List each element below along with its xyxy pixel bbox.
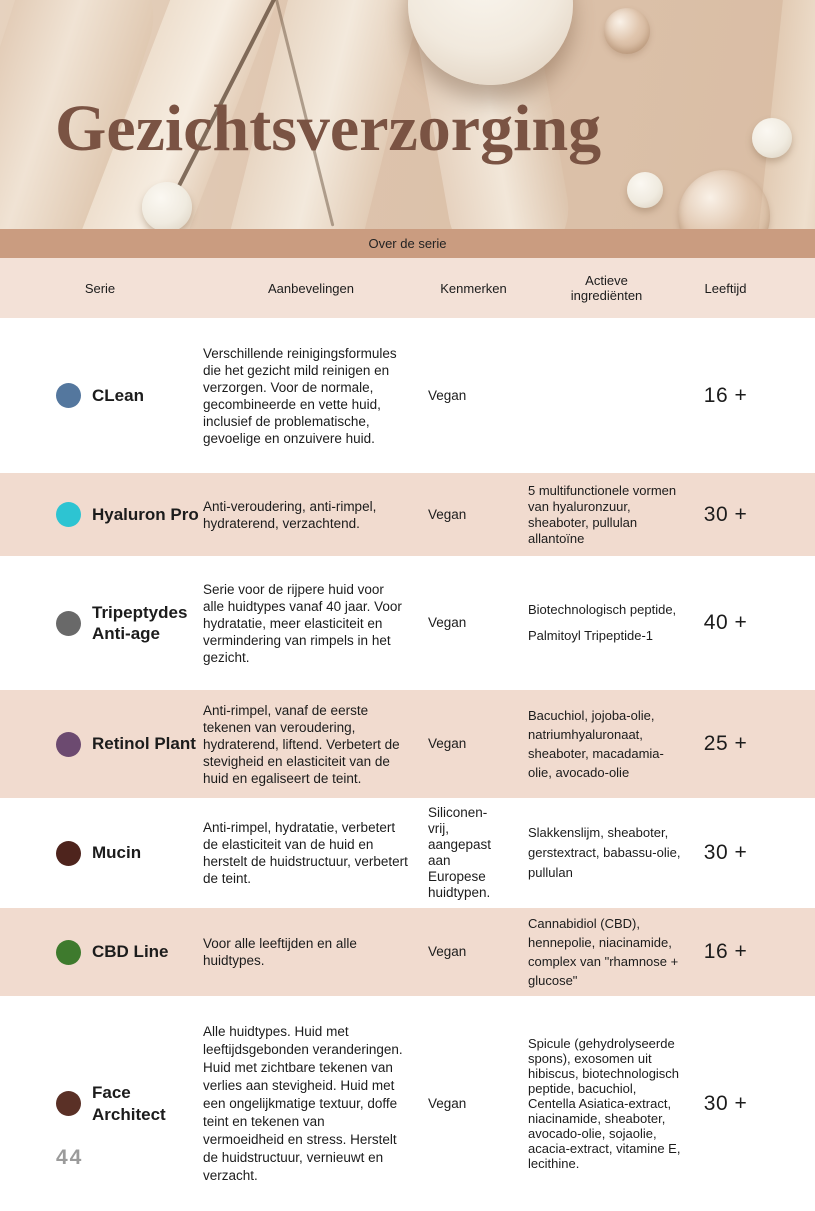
serie-cell <box>0 732 200 757</box>
aanbevelingen-text: Voor alle leeftijden en alle huidtypes. <box>203 936 357 968</box>
serie-name: CBD Line <box>92 942 169 962</box>
section-band-label: Over de serie <box>368 236 447 251</box>
page-title: Gezichtsverzorging <box>55 92 602 165</box>
table-row-mucin <box>0 798 815 908</box>
page-number: 44 <box>56 1146 84 1169</box>
leeftijd-value: 40 + <box>703 611 748 634</box>
serie-name: Retinol Plant <box>92 734 196 754</box>
hero-image <box>0 0 815 229</box>
serie-cell <box>0 602 200 645</box>
leeftijd-value: 16 + <box>703 383 748 407</box>
aanbevelingen-text: Anti-veroudering, anti-rimpel, hydraterend, verzachtend. <box>203 498 377 531</box>
serie-name: CLean <box>92 385 144 405</box>
ingredienten-text: Spicule (gehydrolyseerde spons), exosomen uit hibiscus, biotechnologisch peptide, bacuchiol, Centella Asiatica-extract, niacinamide, sheaboter, avocado-olie, sojaolie, acacia-extract, vitamine E, lecithine. <box>528 1036 681 1171</box>
leeftijd-value: 30 + <box>703 502 748 526</box>
serie-cell <box>0 383 200 408</box>
kenmerken-text: Vegan <box>428 387 467 403</box>
serie-name: Hyaluron Pro <box>92 504 199 524</box>
aanbevelingen-text: Alle huidtypes. Huid met leeftijdsgebonden veranderingen. Huid met zichtbare tekenen van verlies aan stevigheid. Huid met een ongelijkmatige textuur, doffe teint en tekenen van vermoeidheid en stress. Herstelt de huidstructuur, vernieuwt en verzacht. <box>203 1023 403 1183</box>
serie-name: Mucin <box>92 843 142 863</box>
gel-droplet <box>604 8 650 54</box>
kenmerken-text: Vegan <box>428 1095 467 1111</box>
serie-color-dot <box>56 1091 81 1116</box>
aanbevelingen-text: Anti-rimpel, hydratatie, verbetert de elasticiteit van de huid en herstelt de huidstructuur, verbetert de teint. <box>203 820 408 886</box>
kenmerken-text: Siliconen-vrij, aangepast aan Europese huidtypen. <box>428 805 492 900</box>
ingredienten-text: Slakkenslijm, sheaboter, gerstextract, babassu-olie, pullulan <box>528 825 681 880</box>
serie-color-dot <box>56 940 81 965</box>
column-header-serie: Serie <box>84 280 116 296</box>
table-header <box>0 258 815 318</box>
gel-droplet <box>678 170 770 229</box>
aanbevelingen-text: Verschillende reinigingsformules die het gezicht mild reinigen en verzorgen. Voor de normale, gecombineerde en vette huid, inclusief de problematische, gevoelige en onzuivere huid. <box>203 345 397 446</box>
table-row-face-architect <box>0 996 815 1211</box>
leeftijd-value: 16 + <box>703 940 748 963</box>
kenmerken-text: Vegan <box>428 944 467 959</box>
cream-ball <box>627 172 663 208</box>
kenmerken-text: Vegan <box>428 736 467 751</box>
serie-color-dot <box>56 611 81 636</box>
cream-ball <box>142 182 192 229</box>
leeftijd-value: 25 + <box>703 732 748 755</box>
column-header-actieve-ingredienten: Actieve ingrediënten <box>570 273 643 303</box>
serie-color-dot <box>56 841 81 866</box>
aanbevelingen-text: Anti-rimpel, vanaf de eerste tekenen van veroudering, hydraterend, liftend. Verbetert de stevigheid en elasticiteit van de huid en egaliseert de teint. <box>203 702 400 786</box>
table-row-retinol-plant <box>0 690 815 798</box>
column-header-aanbevelingen: Aanbevelingen <box>267 280 355 296</box>
serie-cell <box>0 940 200 965</box>
leeftijd-value: 30 + <box>703 841 748 864</box>
serie-name: Face Architect <box>92 1083 166 1124</box>
ingredienten-text: 5 multifunctionele vormen van hyaluronzuur, sheaboter, pullulan allantoïne <box>528 482 677 546</box>
kenmerken-text: Vegan <box>428 615 467 630</box>
serie-color-dot <box>56 732 81 757</box>
ingredienten-text: Biotechnologisch peptide, Palmitoyl Tripeptide-1 <box>528 602 677 643</box>
table-body <box>0 318 815 1211</box>
column-header-leeftijd: Leeftijd <box>704 280 747 296</box>
serie-cell <box>0 841 200 866</box>
serie-cell <box>0 502 200 527</box>
ingredienten-text: Bacuchiol, jojoba-olie, natriumhyaluronaat, sheaboter, macadamia-olie, avocado-olie <box>528 708 664 780</box>
serie-name: Tripeptydes Anti-age <box>92 602 188 643</box>
ingredienten-text: Cannabidiol (CBD), hennepolie, niacinamide, complex van "rhamnose + glucose" <box>528 916 679 988</box>
kenmerken-text: Vegan <box>428 506 467 522</box>
section-band <box>0 229 815 258</box>
column-header-kenmerken: Kenmerken <box>440 280 507 296</box>
table-row-cbd-line <box>0 908 815 996</box>
table-row-tripeptydes <box>0 556 815 690</box>
aanbevelingen-text: Serie voor de rijpere huid voor alle huidtypes vanaf 40 jaar. Voor hydratatie, meer elasticiteit en vermindering van rimpels in het gezicht. <box>203 581 402 665</box>
leeftijd-value: 30 + <box>703 1091 748 1115</box>
serie-color-dot <box>56 502 81 527</box>
table-row-hyaluron-pro <box>0 473 815 556</box>
table-row-clean <box>0 318 815 473</box>
serie-color-dot <box>56 383 81 408</box>
serie-cell <box>0 1082 200 1125</box>
